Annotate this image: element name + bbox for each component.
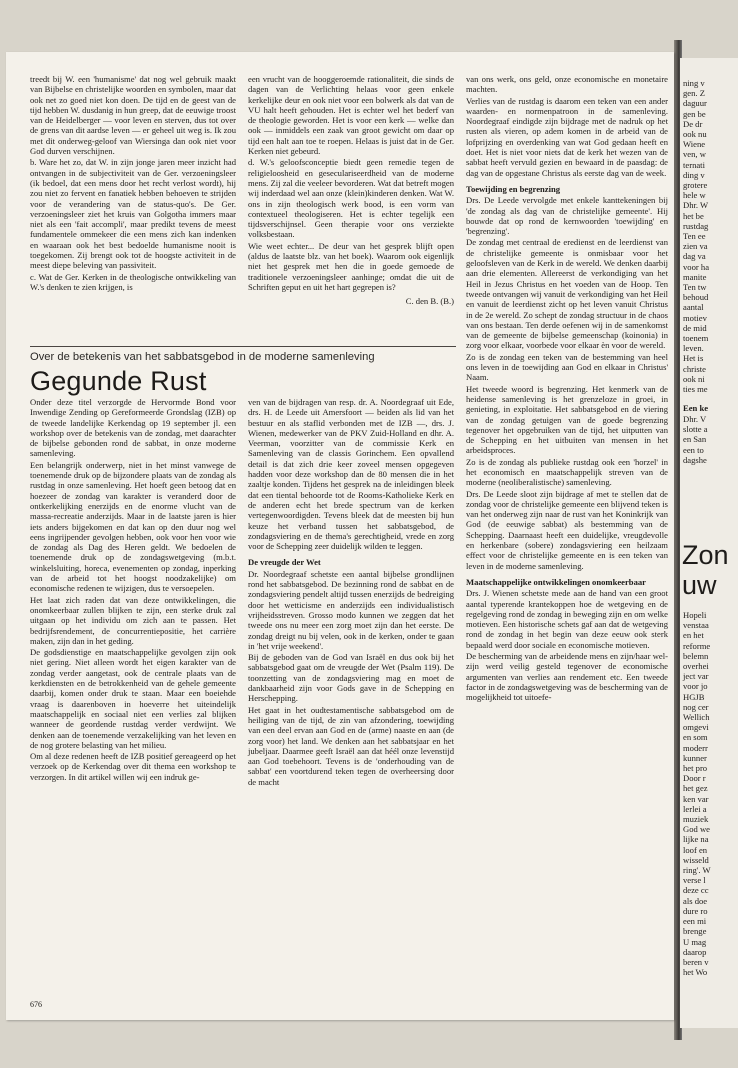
next-page-line: christe [683,363,706,374]
next-page-line: Ten tw [683,282,707,293]
next-page-line: grotere [683,180,708,191]
section-divider [30,346,456,347]
next-page-line: lerlei a [683,803,707,814]
next-page-line: moderr [683,742,708,753]
next-page-line: loof en [683,844,708,855]
next-page-line: zien va [683,241,708,252]
next-page-line: dagshe [683,454,707,465]
top-column-1 [30,74,236,293]
paragraph: Drs. De Leede vervolgde met enkele kanttekeningen bij 'de zondag als dag van de christelijke gemeente'. Hij bouwde dat op rond de kernwoorden 'toewijding' en 'begrenzing'. [466,195,668,237]
next-page-line: het Wo [683,967,708,978]
next-page-line: nog cer [683,701,709,712]
next-page-line: dag va [683,251,706,262]
next-page-line: uw [682,570,717,600]
article-column-3 [466,74,668,704]
next-page-edge [680,58,738,1028]
author-signature: C. den B. (B.) [405,296,454,307]
next-page-line: en het [683,630,704,641]
next-page-text-top [683,78,709,394]
article-title: Gegunde Rust [30,366,207,396]
next-page-line: venstaa [683,620,709,631]
next-page-line: Hopeli [683,610,707,620]
next-page-line: muziek [683,814,709,825]
paragraph: c. Wat de Ger. Kerken in de theologische ontwikkeling van W.'s denken te zien krijgen, is [30,271,236,292]
next-page-line: manite [683,271,707,282]
paragraph: De zondag met centraal de eredienst en de leerdienst van de christelijke gemeente is onmisbaar voor het geloofsleven van de Kerk in de wereld. We denken daarbij aan drie elementen. Allereerst de verkondiging van het Heil in Jezus Christus en het voeden van de Hoop. Ten tweede ontvangen wij vanuit de verkondiging van het Heil en vanuit de leerdienst zicht op het leven vanuit Christus in de 2e wereld. Zo schept de zondag structuur in de chaos van ons bestaan. Ten derde oefenen wij in de samenkomst van de gemeente de bijbelse gemeenschap (koinonia) in zorg voor elkaar, voorbede voor elkaar èn voor de wereld. [466,237,668,351]
next-page-line: rustdag [683,220,709,231]
paragraph: Het tweede woord is begrenzing. Het kenmerk van de heidense samenleving is het grenzeloze in groei, in genieting, in exploitatie. Het sabbatsgebod en de viering van de zondag getuigen van de goede begrenzing tegenover het opgebruiken van de tijd, het uitputten van de Schepping en het uitbuiten van mensen in het arbeidsproces. [466,383,668,456]
next-page-line: Door r [683,773,706,784]
next-page-line: Ten ee [683,231,706,242]
next-page-line: God we [683,824,710,835]
next-page-line: en San [683,434,707,445]
next-page-line: de mid [683,322,707,333]
next-page-line: Dhr. W [683,200,709,211]
next-page-text-mid [683,414,708,465]
paragraph: ven van de bijdragen van resp. dr. A. Noordegraaf uit Ede, drs. H. de Leede uit Amersfoort — beiden als lid van het bestuur en als staflid verbonden met de IZB —, drs. J. Wienen, medewerker van de PKV Zuid-Holland en dhr. A. Veerman, voorzitter van de commissie Kerk en Samenleving van de classis Gorinchem. Een opvallend detail is dat zich drie keer zoveel mensen opgegeven hadden voor deze workshop dan de 80 mensen die in het zaaltje konden. Tijdens het gesprek na de inleidingen bleek dat een tiental behoorde tot de Rooms-Katholieke Kerk en de anderen echt het brede spectrum van de kerken vertegenwoordigden. Tevens bleek dat de meesten bij hun keuze het verband tussen het sabbatsgebod, de zondagsviering en de thema's gerechtigheid, vrede en zorg voor de Schepping zeer duidelijk wilden te leggen. [248,397,454,552]
paragraph: d. W.'s geloofsconceptie biedt geen remedie tegen de religieloosheid en geseculariseerdheid van de moderne mens. Zij zal die veeleer bevorderen. Wat dat betreft mogen wij inderdaad wel aan onze (klein)kinderen denken. Wat W. ons in zijn theologisch werk bood, is een vorm van contextueel theologiseren. Het is echter tegelijk een tijdsverschijnsel. Geen therapie voor ons verziekte volksbestaan. [248,157,454,240]
paragraph: Een belangrijk onderwerp, niet in het minst vanwege de toenemende druk op de bijzondere plaats van de zondag als rustdag in onze samenleving. Het hoeft geen betoog dat en hoezeer de zondag van karakter is veranderd door de ontkerkelijking enerzijds en de enorme vlucht van de massa-recreatie anderzijds. Maar in de laatste jaren is hier iets anders bijgekomen en dat kan op den duur nog wel eens ingrijpender gevolgen hebben, ook voor hen voor wie de zondag als Dag des Heren geldt. We bedoelen de toenemende druk op de zondagswetgeving (m.b.t. winkelsluiting, horeca, evenementen op zondag, inperking van de arbeid tot het hoogst noodzakelijke) om economische redenen te wijzigen, dus te versoepelen. [30,459,236,594]
next-page-line: ject var [683,671,709,682]
next-page-line: een mi [683,916,707,927]
next-page-line: aantal [683,302,704,313]
next-page-line: ternati [683,159,705,170]
next-page-line: U mag [683,936,707,947]
next-page-line: ties me [683,384,708,395]
next-page-line: ook nu [683,129,707,140]
next-page-line: brenge [683,926,707,937]
next-page-line: ding v [683,169,705,180]
next-page-line: ook ni [683,373,705,384]
next-page-line: motiev [683,312,707,323]
top-column-2 [248,74,454,308]
next-page-line: ven, w [683,149,706,160]
article-column-2 [248,397,454,788]
page-number: 676 [30,1000,42,1009]
next-page-line: belemn [683,650,709,661]
next-page-line: leven. [683,343,704,354]
next-page-line: lijke na [683,834,709,845]
paragraph: treedt bij W. een 'humanisme' dat nog wel gebruik maakt van Bijbelse en christelijke woorden en symbolen, maar dat ook net zo goed niet kon doen. De tijd en de geest van de tijd hebben W. dusdanig in hun greep, dat de eeuwige troost van de Heidelberger — voor leven en sterven, dus tot over de grens van dit aardse leven — er geheel uit weg is. Ik zou met dit onderweg-geloof van Wiersinga dan ook niet voor God durven verschijnen. [30,74,236,157]
paragraph: Zo is de zondag als publieke rustdag ook een 'horzel' in het economisch en maatschappelijk streven van de moderne (neoliberalistische) samenleving. [466,456,668,488]
next-page-line: als doe [683,895,708,906]
next-page-subhead: Een ke [683,403,709,413]
paragraph: b. Ware het zo, dat W. in zijn jonge jaren meer inzicht had ontvangen in de subjectiviteit van de Ger. verzoeningsleer (ik bedoel, dat een mens door het recht verlost wordt), hij zou niet zo fervent en fanatiek hebben behoeven te strijden voor de verandering van de status-quo's. De Ger. verzoeningsleer ziet het kruis van Golgotha immers maar niet als een 'fait accompli', maar predikt tevens de meest fundamentele ommekeer die een mens zich kan indenken en waaraan ook het best bedoelde humanisme nooit is toegekomen. Zij brengt ook tot de hoogste activiteit in de meest diepe beleving van passiviteit. [30,157,236,271]
next-page-line: verse l [683,875,706,886]
subheading: De vreugde der Wet [248,557,321,568]
next-page-line: ring'. W [683,865,711,876]
next-page-line: Zon [682,540,729,570]
next-page-line: Wiene [683,139,706,150]
next-page-line: reforme [683,640,711,651]
next-page-line: slotte a [683,424,708,435]
paragraph: Het gaat in het oudtestamentische sabbatsgebod om de heiliging van de tijd, de zin van afzondering, toewijding van een deel ervan aan God en de (arme) naaste en aan (de zorg voor) het land. We denken aan het sabbatsjaar en het jubeljaar. Daarmee geeft Israël aan dat héél onze levenstijd aan God toebehoort. Tevens is de 'onderhouding van de sabbat' een voortdurend teken tegen de overheersing door de macht [248,704,454,787]
next-page-line: deze cc [683,885,709,896]
paragraph: Verlies van de rustdag is daarom een teken van een ander waarden- en normenpatroon in de samenleving. Noordegraaf eindigde zijn bijdrage met de nadruk op het rusten als vieren, op adem komen in de arbeid van de lofprijzing en overdenking van wat God gedaan heeft en doet. Het is niet voor niets dat de kerk het wezen van de sabbat heeft vervuld gezien en bewaard in de paasdag: de dag van de opgestane Christus als eerste dag van de week. [466,95,668,178]
next-page-title [682,540,729,600]
next-page-line: Wellich [683,712,710,723]
next-page-text-bottom [683,610,711,977]
next-page-line: hele w [683,190,706,201]
next-page-line: het pro [683,763,708,774]
paragraph: Zo is de zondag een teken van de bestemming van heel ons leven in de toewijding aan God en elkaar in Christus' Naam. [466,351,668,383]
next-page-line: beren v [683,956,709,967]
paragraph: Bij de geboden van de God van Israël en dus ook bij het sabbatsgebod gaat om de vreugde der Wet (Psalm 119). De toonzetting van de zondagsviering mag en moet de dankbaarheid zijn voor Gods gave in de Schepping en Herschepping. [248,652,454,704]
next-page-line: een to [683,444,704,455]
article-kicker: Over de betekenis van het sabbatsgebod in de moderne samenleving [30,351,375,363]
paragraph: De bescherming van de arbeidende mens en zijn/haar wel-zijn werd veilig gesteld tegenover de economische argumenten van verlies aan rendement etc. Een tweede factor in de zondagswetgeving was de bescherming van de mogelijkheid tot uitoefe- [466,651,668,703]
next-page-line: omgevi [683,722,709,733]
next-page-line: het gez [683,783,708,794]
next-page-line: kunner [683,752,707,763]
subheading: Maatschappelijke ontwikkelingen onomkeerbaar [466,576,646,587]
next-page-line: daarop [683,946,707,957]
paragraph: van ons werk, ons geld, onze economische en monetaire machten. [466,74,668,95]
next-page-line: Dhr. V [683,414,707,424]
paragraph: een vrucht van de hooggeroemde rationaliteit, die sinds de dagen van de Verlichting helaas voor geen enkele kerkelijke deur en ook niet voor een bolwerk als dat van de VU halt heeft gehouden. Het is echter wel het bederf van de theologie geworden. Het is voor een kerk — welke dan ook — inmiddels een zaak van groot gewicht om daar op tijd een halt aan toe te roepen. Helaas is juist dat in de Ger. Kerken niet gebeurd. [248,74,454,157]
article-column-1 [30,397,236,783]
subheading: Toewijding en begrenzing [466,183,561,194]
paragraph: Drs. De Leede sloot zijn bijdrage af met te stellen dat de zondag voor de christelijke gemeente een blijvend teken is van het onderweg zijn naar de rust van het Koninkrijk van God (de eeuwige sabbat) als bestemming van de Schepping. Daarnaast heeft een duidelijke, vreugdevolle en herkenbare (sobere) zondagsviering een heilzaam effect voor de christelijke gemeente en is een teken van leven in de moderne samenleving. [466,488,668,571]
next-page-line: Het is [683,353,704,364]
next-page-line: De dr [683,118,703,129]
next-page-line: HGJB [683,691,705,702]
next-page-line: gen be [683,108,706,119]
paragraph: Wie weet echter... De deur van het gesprek blijft open (aldus de laatste blz. van het boek). Waarom ook eigenlijk niet het gesprek met hen die in goede gemoede de traditionele verzoeningsleer aanhinge; omdat die uit de Schriften geput en uit het hart gegrepen is? [248,240,454,292]
next-page-line: toenem [683,333,709,344]
next-page-line: dure ro [683,905,708,916]
paragraph: Het laat zich raden dat van deze ontwikkelingen, die onomkeerbaar zullen blijken te zijn, een sterke druk zal uitgaan op het individu om zich aan te passen. Het bedrijfsrendement, de concurrentiepositie, het carrière maken, zijn dan in het geding. [30,594,236,646]
next-page-line: overhei [683,661,709,672]
next-page-line: gen. Z [683,88,705,99]
paragraph: De godsdienstige en maatschappelijke gevolgen zijn ook niet gering. Niet alleen wordt het eigen karakter van de zondag verder aangetast, ook de centrale plaats van de kerkdiensten en de betrokkenheid van de gehele gemeente daarbij, komen onder druk te staan. Maar een boeiehde vraag is daarenboven in hoeverre het uiteindelijk maatschappelijk en sociaal niet een verlies zal blijken wanneer de geordende rustdag verder verdwijnt. We denken aan de toenemende verzakelijking van het leven en de nog grotere belasting van het milieu. [30,647,236,750]
next-page-line: voor ha [683,261,710,272]
paragraph: Onder deze titel verzorgde de Hervormde Bond voor Inwendige Zending op Gereformeerde Grondslag (IZB) op de tweede landelijke Kerkendag op 19 september jl. een workshop over de betekenis van de zondag, met daarachter de bijbelse gebonden rond de sabbat, in onze moderne samenleving. [30,397,236,459]
next-page-line: en som [683,732,708,743]
paragraph: Om al deze redenen heeft de IZB positief gereageerd op het verzoek op de Kerkendag over dit thema een workshop te verzorgen. In dit artikel willen wij een indruk ge- [30,751,236,782]
paragraph: Dr. Noordegraaf schetste een aantal bijbelse grondlijnen rond het sabbatsgebod. De bezinning rond de sabbat en de zondagsviering pendelt altijd tussen enerzijds de bedreiging door het wetticisme en anderzijds een individualistisch vrijheidsstreven. Grosso modo kunnen we zeggen dat het tweede ons nu meer een zorg moet zijn dan het eerste. De zondag dreigt nu bij velen, ook in de kerken, onder te gaan in 'het vrije weekend'. [248,568,454,651]
next-page-line: ken var [683,793,709,804]
next-page-line: behoud [683,292,709,303]
next-page-line: voor jo [683,681,708,692]
paragraph: Drs. J. Wienen schetste mede aan de hand van een groot aantal typerende krantekoppen hoe de wetgeving en de regelgeving rond de zondag in beweging zijn en om welke motieven. Een historische schets gaf aan dat de wetgeving rond de zondag in het begin van deze eeuw ook sterk bepaald werd door sociale en economische motieven. [466,588,668,650]
next-page-line: ning v [683,78,705,88]
next-page-line: het be [683,210,704,221]
next-page-line: daguur [683,98,707,109]
next-page-line: wisseld [683,854,709,865]
